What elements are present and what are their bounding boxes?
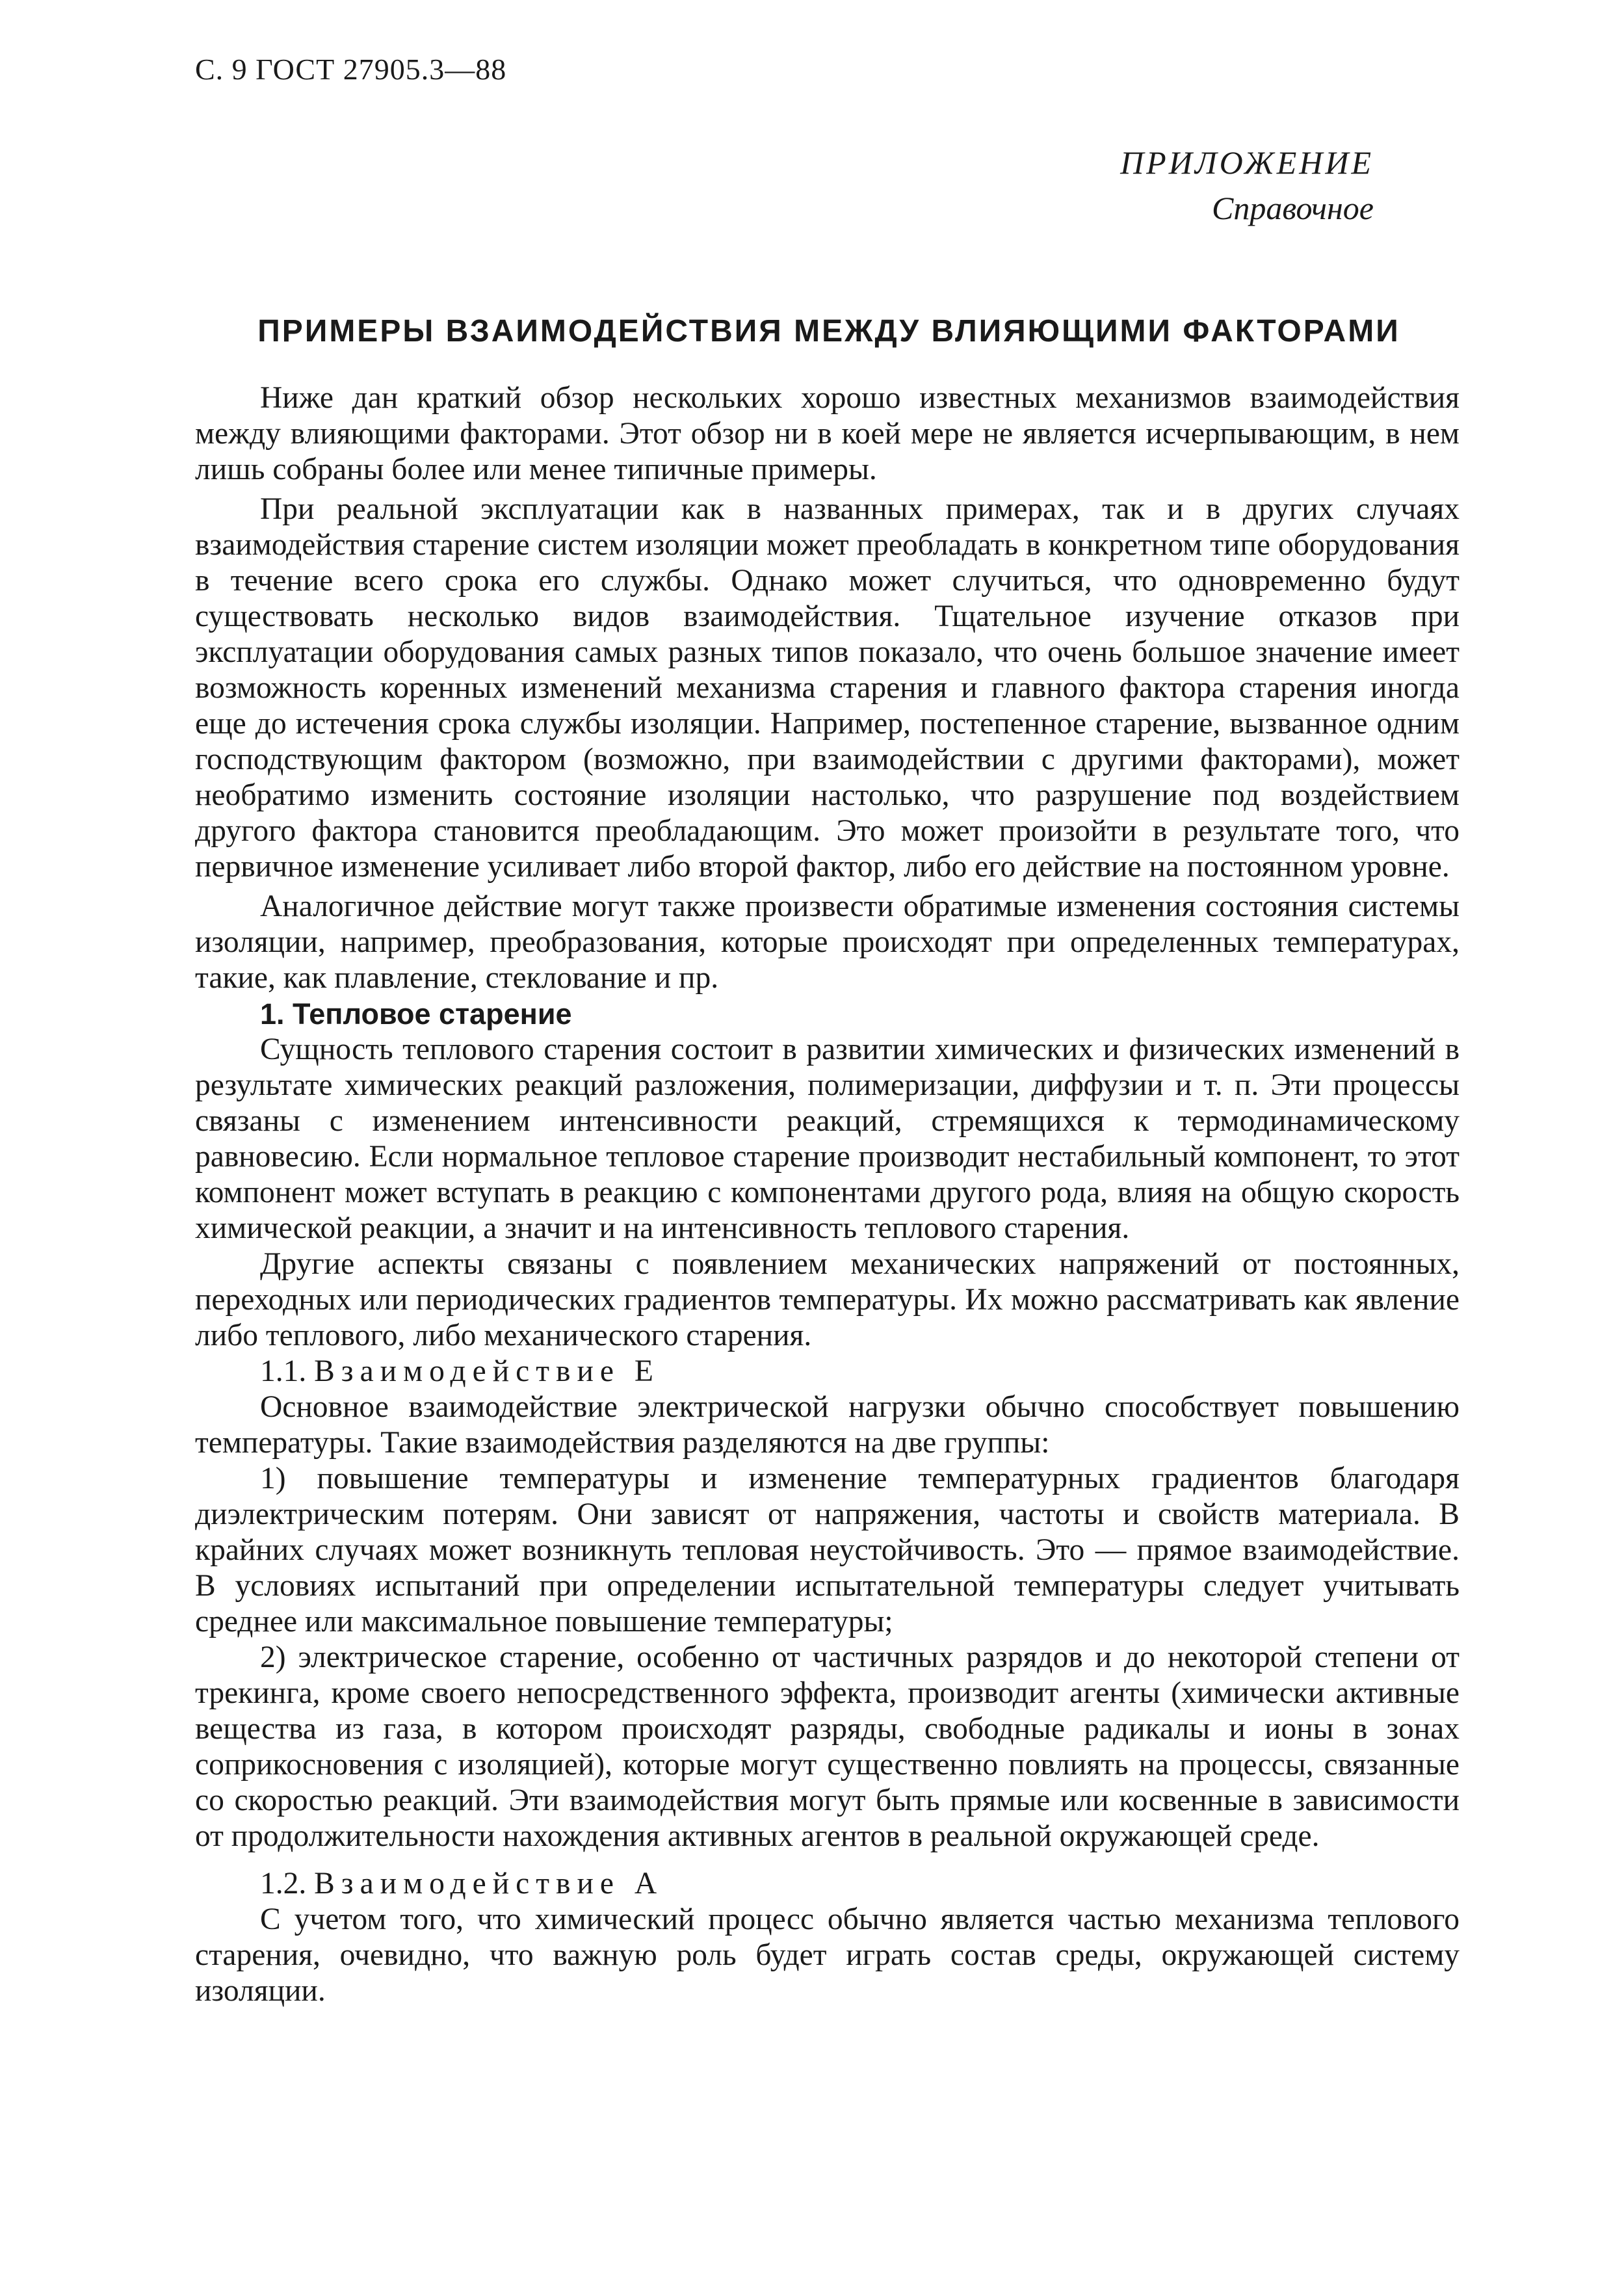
section-1-1-number: 1.1. <box>260 1354 307 1388</box>
appendix-label: ПРИЛОЖЕНИЕ <box>1120 144 1374 181</box>
section-1-2-paragraph-1: С учетом того, что химический процесс обычно является частью механизма теплового старения, очевидно, что важную роль будет играть состав среды, окружающей систему изоляции. <box>195 1902 1460 2008</box>
section-1-paragraph-2: Другие аспекты связаны с появлением механических напряжений от постоянных, переходных или периодических градиентов температуры. Их можно рассматривать как явление либо теплового, либо механического старения. <box>195 1247 1460 1352</box>
intro-paragraph-1: Ниже дан краткий обзор нескольких хорошо известных механизмов взаимодействия между влияющими факторами. Этот обзор ни в коей мере не является исчерпывающим, в нем лишь собраны более или менее типичные примеры. <box>195 381 1460 486</box>
section-1-2-title: Взаимодействие А <box>314 1867 664 1900</box>
section-1-heading: 1. Тепловое старение <box>260 997 572 1031</box>
section-1-1-heading <box>195 1354 1460 1389</box>
appendix-label-block <box>1120 140 1374 231</box>
document-body <box>195 380 1460 2009</box>
section-1-1-item-1: 1) повышение температуры и изменение температурных градиентов благодаря диэлектрическим потерям. Они зависят от напряжения, частоты и свойств материала. В крайних случаях может возникнуть тепловая неустойчивость. Это — прямое взаимодействие. В условиях испытаний при определении испытательной температуры следует учитывать среднее или максимальное повышение температуры; <box>195 1462 1460 1638</box>
section-1-1-title: Взаимодействие Е <box>314 1354 660 1388</box>
section-1-1-item-2: 2) электрическое старение, особенно от частичных разрядов и до некоторой степени от трекинга, кроме своего непосредственного эффекта, производит агенты (химически активные вещества из газа, в котором происходят разряды, свободные радикалы и ионы в зонах соприкосновения с изоляцией), которые могут существенно повлиять на процессы, связанные со скоростью реакций. Эти взаимодействия могут быть прямые или косвенные в зависимости от продолжительности нахождения активных агентов в реальной окружающей среде. <box>195 1640 1460 1853</box>
section-1-2-heading <box>195 1866 1460 1902</box>
section-1-paragraph-1: Сущность теплового старения состоит в развитии химических и физических изменений в результате химических реакций разложения, полимеризации, диффузии и т. п. Эти процессы связаны с изменением интенсивности реакций, стремящихся к термодинамическому равновесию. Если нормальное тепловое старение производит нестабильный компонент, то этот компонент может вступать в реакцию с компонентами другого рода, влияя на общую скорость химической реакции, а значит и на интенсивность теплового старения. <box>195 1032 1460 1245</box>
document-title: ПРИМЕРЫ ВЗАИМОДЕЙСТВИЯ МЕЖДУ ВЛИЯЮЩИМИ ФАКТОРАМИ <box>257 314 1400 348</box>
page-header: С. 9 ГОСТ 27905.3—88 <box>195 53 507 86</box>
intro-paragraph-3: Аналогичное действие могут также произвести обратимые изменения состояния системы изоляции, например, преобразования, которые происходят при определенных температурах, такие, как плавление, стеклование и пр. <box>195 889 1460 995</box>
appendix-type: Справочное <box>1212 190 1374 226</box>
section-1-1-paragraph-1: Основное взаимодействие электрической нагрузки обычно способствует повышению температуры. Такие взаимодействия разделяются на две группы: <box>195 1390 1460 1460</box>
section-1-2-number: 1.2. <box>260 1867 307 1900</box>
intro-paragraph-2: При реальной эксплуатации как в названных примерах, так и в других случаях взаимодействия старение систем изоляции может преобладать в конкретном типе оборудования в течение всего срока его службы. Однако может случиться, что одновременно будут существовать несколько видов взаимодействия. Тщательное изучение отказов при эксплуатации оборудования самых разных типов показало, что очень большое значение имеет возможность коренных изменений механизма старения и главного фактора старения иногда еще до истечения срока службы изоляции. Например, постепенное старение, вызванное одним господствующим фактором (возможно, при взаимодействии с другими факторами), может необратимо изменить состояние изоляции настолько, что разрушение под воздействием другого фактора становится преобладающим. Это может произойти в результате того, что первичное изменение усиливает либо второй фактор, либо его действие на постоянном уровне. <box>195 492 1460 884</box>
